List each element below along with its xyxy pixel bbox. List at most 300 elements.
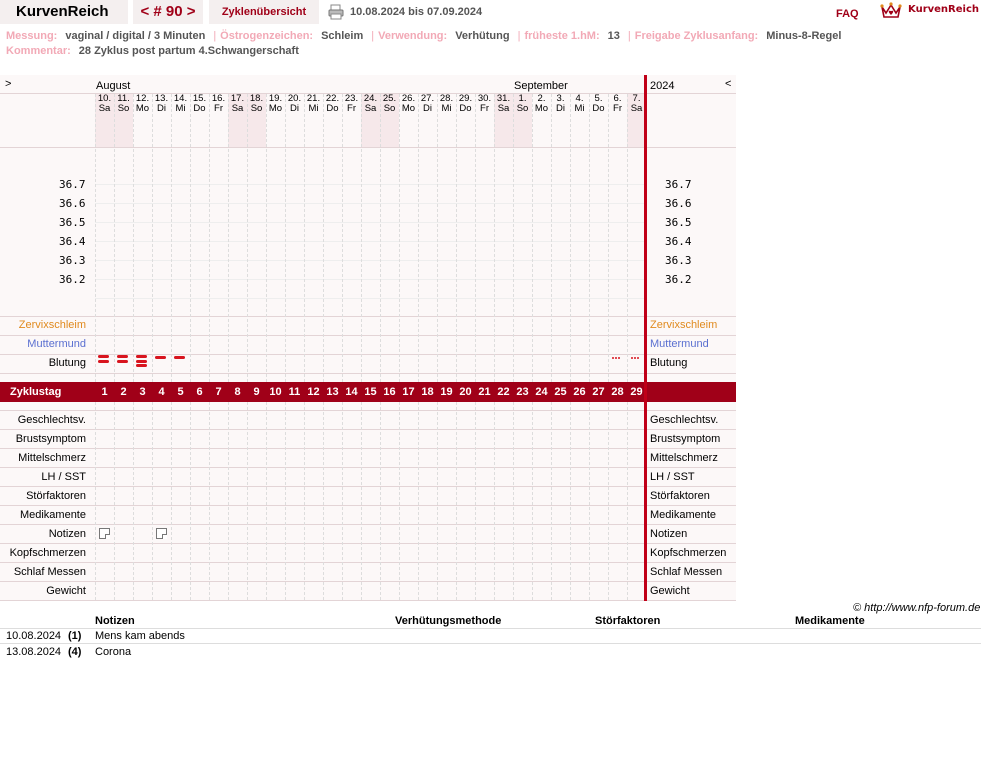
date-weekday: Fr: [613, 103, 622, 114]
date-day: 2.: [537, 93, 546, 104]
row-divider: [0, 524, 736, 525]
temp-label-left: 36.5: [59, 216, 86, 229]
temp-label-left: 36.4: [59, 235, 86, 248]
day-gridline: [247, 94, 248, 382]
day-gridline: [342, 402, 343, 600]
date-weekday: Mo: [135, 103, 150, 114]
row-label: LH / SST: [41, 471, 86, 483]
bleeding-mark: [136, 364, 147, 367]
date-day: 16.: [211, 93, 226, 104]
date-column[interactable]: [570, 94, 589, 114]
row-divider: [0, 600, 736, 601]
day-gridline: [228, 94, 229, 382]
row-divider: [0, 505, 736, 506]
temp-label-right: 36.4: [665, 235, 692, 248]
date-weekday: Fr: [480, 103, 489, 114]
date-column[interactable]: [437, 94, 456, 114]
table-row-note: Corona: [95, 646, 132, 658]
date-day: 3.: [556, 93, 565, 104]
zyklustag-number: 15: [364, 386, 377, 398]
spotting-mark: [612, 357, 614, 359]
col-header-medikamente: Medikamente: [795, 615, 865, 627]
messung-key: Messung:: [6, 30, 58, 42]
temp-label-left: 36.2: [59, 273, 86, 286]
day-gridline: [608, 94, 609, 382]
row-label-right: Mittelschmerz: [650, 452, 718, 464]
date-weekday: Do: [326, 103, 339, 114]
day-gridline: [456, 94, 457, 382]
faq-link[interactable]: FAQ: [836, 8, 859, 20]
day-gridline: [475, 402, 476, 600]
row-label-right: Medikamente: [650, 509, 717, 521]
day-gridline: [608, 402, 609, 600]
today-marker: [644, 75, 647, 601]
kommentar-value: 28 Zyklus post partum 4.Schwangerschaft: [78, 45, 299, 57]
messung-value: vaginal / digital / 3 Minuten: [65, 30, 206, 42]
day-gridline: [532, 402, 533, 600]
day-gridline: [361, 94, 362, 382]
row-label: Mittelschmerz: [18, 452, 86, 464]
row-divider: [0, 429, 736, 430]
date-column[interactable]: [589, 94, 608, 114]
date-day: 26.: [401, 93, 416, 104]
temp-label-right: 36.3: [665, 254, 692, 267]
day-gridline: [570, 402, 571, 600]
table-row-date: 13.08.2024: [6, 646, 62, 658]
temp-label-right: 36.7: [665, 178, 692, 191]
day-gridline: [304, 94, 305, 382]
day-gridline: [380, 94, 381, 382]
zyklustag-number: 19: [440, 386, 453, 398]
row-label: Blutung: [48, 357, 86, 369]
date-weekday: Do: [193, 103, 206, 114]
day-gridline: [494, 402, 495, 600]
bleeding-mark: [98, 360, 109, 363]
month-label-sep: September: [514, 80, 568, 92]
printer-icon[interactable]: [328, 4, 344, 20]
oestro-value: Schleim: [321, 30, 364, 42]
day-gridline: [475, 94, 476, 382]
date-weekday: Sa: [231, 103, 244, 114]
zyklustag-label: Zyklustag: [10, 386, 62, 398]
date-column[interactable]: [228, 94, 247, 114]
temp-gridline: [95, 298, 644, 299]
zyklustag-number: 27: [592, 386, 605, 398]
table-row-day: (4): [68, 646, 82, 658]
temp-label-left: 36.6: [59, 197, 86, 210]
day-gridline: [133, 94, 134, 382]
day-gridline: [114, 94, 115, 382]
date-weekday: Di: [157, 103, 166, 114]
temp-label-right: 36.5: [665, 216, 692, 229]
day-gridline: [152, 402, 153, 600]
date-weekday: Sa: [364, 103, 377, 114]
day-gridline: [266, 402, 267, 600]
bleeding-mark: [117, 360, 128, 363]
spotting-mark: [637, 357, 639, 359]
date-column[interactable]: [513, 94, 532, 114]
date-column[interactable]: [475, 94, 494, 114]
day-gridline: [266, 94, 267, 382]
temp-gridline: [95, 260, 644, 261]
date-weekday: Sa: [98, 103, 111, 114]
day-gridline: [190, 402, 191, 600]
row-divider: [0, 147, 736, 148]
zyklustag-number: 8: [234, 386, 241, 398]
date-day: 28.: [439, 93, 454, 104]
date-day: 14.: [173, 93, 188, 104]
day-gridline: [209, 94, 210, 382]
date-day: 4.: [575, 93, 584, 104]
nav-prev-button[interactable]: >: [5, 78, 12, 90]
day-gridline: [285, 94, 286, 382]
date-day: 13.: [154, 93, 169, 104]
date-day: 6.: [613, 93, 622, 104]
date-day: 30.: [477, 93, 492, 104]
verwendung-value: Verhütung: [455, 30, 510, 42]
freigabe-key: Freigabe Zyklusanfang:: [634, 30, 759, 42]
fruehe-value: 13: [607, 30, 620, 42]
date-weekday: Do: [592, 103, 605, 114]
crown-heart-icon[interactable]: [880, 1, 902, 19]
day-gridline: [399, 94, 400, 382]
date-day: 22.: [325, 93, 340, 104]
day-gridline: [171, 94, 172, 382]
row-divider: [0, 316, 736, 317]
row-label: Kopfschmerzen: [9, 547, 86, 559]
day-gridline: [152, 94, 153, 382]
day-gridline: [399, 402, 400, 600]
cycle-chart: [0, 75, 736, 601]
spotting-mark: [631, 357, 633, 359]
row-label: Medikamente: [19, 509, 86, 521]
cycle-navigator[interactable]: < # 90 >: [133, 0, 203, 24]
row-label: Geschlechtsv.: [17, 414, 86, 426]
zyklustag-number: 16: [383, 386, 396, 398]
row-label-right: Brustsymptom: [650, 433, 721, 445]
date-day: 5.: [594, 93, 603, 104]
date-weekday: So: [117, 103, 130, 114]
day-gridline: [551, 402, 552, 600]
day-gridline: [114, 402, 115, 600]
row-label-right: Störfaktoren: [650, 490, 710, 502]
row-label-right: LH / SST: [650, 471, 695, 483]
row-label-right: Muttermund: [650, 338, 709, 350]
zyklustag-number: 11: [288, 386, 301, 398]
date-column[interactable]: [494, 94, 513, 114]
day-gridline: [323, 94, 324, 382]
row-label-right: Kopfschmerzen: [650, 547, 727, 559]
row-divider: [0, 543, 736, 544]
bleeding-mark: [98, 355, 109, 358]
col-header-notizen: Notizen: [95, 615, 135, 627]
zyklustag-number: 1: [101, 386, 108, 398]
zyklustag-number: 4: [158, 386, 165, 398]
top-bar: [0, 0, 981, 24]
row-divider: [0, 486, 736, 487]
date-column[interactable]: [342, 94, 361, 114]
sep: |: [371, 30, 375, 42]
date-weekday: Mi: [574, 103, 585, 114]
row-label: Brustsymptom: [15, 433, 86, 445]
temp-label-right: 36.6: [665, 197, 692, 210]
col-header-stoerfaktoren: Störfaktoren: [595, 615, 661, 627]
zyklustag-number: 13: [326, 386, 339, 398]
date-day: 11.: [117, 93, 130, 104]
day-gridline: [418, 402, 419, 600]
zyklustag-number: 9: [253, 386, 260, 398]
date-weekday: Do: [459, 103, 472, 114]
row-divider: [0, 562, 736, 563]
date-column[interactable]: [285, 94, 304, 114]
zyklustag-number: 25: [554, 386, 567, 398]
brand-name[interactable]: KurvenReich: [908, 4, 980, 15]
date-day: 10.: [97, 93, 112, 104]
zyklustag-number: 28: [611, 386, 624, 398]
date-weekday: Di: [423, 103, 432, 114]
zyklustag-number: 6: [196, 386, 203, 398]
cycle-meta-line: [6, 30, 845, 42]
row-divider: [0, 448, 736, 449]
zyklustag-number: 23: [516, 386, 529, 398]
row-label-right: Gewicht: [650, 585, 690, 597]
temp-label-left: 36.7: [59, 178, 86, 191]
day-gridline: [551, 94, 552, 382]
zyklustag-number: 7: [215, 386, 222, 398]
date-column[interactable]: [190, 94, 209, 114]
day-gridline: [361, 402, 362, 600]
date-day: 1.: [518, 93, 527, 104]
date-weekday: Fr: [214, 103, 223, 114]
row-divider: [0, 581, 736, 582]
date-day: 27.: [420, 93, 435, 104]
row-label: Störfaktoren: [26, 490, 86, 502]
date-column[interactable]: [380, 94, 399, 114]
day-gridline: [570, 94, 571, 382]
date-column[interactable]: [266, 94, 285, 114]
date-column[interactable]: [304, 94, 323, 114]
zyklustag-number: 10: [269, 386, 282, 398]
day-gridline: [627, 402, 628, 600]
date-weekday: Di: [556, 103, 565, 114]
temp-gridline: [95, 279, 644, 280]
date-column[interactable]: [456, 94, 475, 114]
temp-label-left: 36.3: [59, 254, 86, 267]
date-weekday: Fr: [347, 103, 356, 114]
bleeding-mark: [136, 355, 147, 358]
date-column[interactable]: [532, 94, 551, 114]
bleeding-mark: [155, 356, 166, 359]
day-gridline: [304, 402, 305, 600]
day-gridline: [133, 402, 134, 600]
row-label: Muttermund: [27, 338, 86, 350]
date-day: 19.: [268, 93, 283, 104]
table-row-date: 10.08.2024: [6, 630, 62, 642]
date-weekday: So: [383, 103, 396, 114]
day-gridline: [513, 402, 514, 600]
sep: |: [517, 30, 521, 42]
app-logo[interactable]: KurvenReich: [0, 0, 128, 24]
date-weekday: Sa: [630, 103, 643, 114]
oestro-key: Östrogenzeichen:: [220, 30, 314, 42]
day-gridline: [456, 402, 457, 600]
row-label: Zervixschleim: [18, 319, 86, 331]
day-gridline: [323, 402, 324, 600]
zyklustag-number: 20: [459, 386, 472, 398]
date-column[interactable]: [551, 94, 570, 114]
note-icon[interactable]: [156, 528, 167, 539]
day-gridline: [95, 402, 96, 600]
day-gridline: [247, 402, 248, 600]
date-day: 17.: [230, 93, 245, 104]
table-row-note: Mens kam abends: [95, 630, 185, 642]
sep: |: [627, 30, 631, 42]
note-icon[interactable]: [99, 528, 110, 539]
spotting-mark: [634, 357, 636, 359]
date-weekday: Mi: [175, 103, 186, 114]
day-gridline: [589, 402, 590, 600]
row-label: Schlaf Messen: [13, 566, 86, 578]
date-range: 10.08.2024 bis 07.09.2024: [350, 6, 483, 18]
zyklustag-number: 5: [177, 386, 184, 398]
day-gridline: [418, 94, 419, 382]
date-column[interactable]: [152, 94, 171, 114]
day-gridline: [228, 402, 229, 600]
day-gridline: [513, 94, 514, 382]
zyklustag-number: 17: [402, 386, 415, 398]
bleeding-mark: [136, 360, 147, 363]
row-divider: [0, 335, 736, 336]
date-weekday: Mo: [534, 103, 549, 114]
temp-gridline: [95, 241, 644, 242]
day-gridline: [171, 402, 172, 600]
day-gridline: [190, 94, 191, 382]
date-weekday: Mi: [308, 103, 319, 114]
date-weekday: So: [516, 103, 529, 114]
row-divider: [0, 410, 736, 411]
table-row-day: (1): [68, 630, 82, 642]
spotting-mark: [618, 357, 620, 359]
zyklustag-number: 14: [345, 386, 358, 398]
row-label: Gewicht: [46, 585, 86, 597]
date-weekday: Mo: [268, 103, 283, 114]
zyklustag-number: 2: [120, 386, 127, 398]
date-day: 21.: [306, 93, 321, 104]
year-label: 2024: [650, 80, 675, 92]
zyklenuebersicht-link[interactable]: Zyklenübersicht: [209, 0, 319, 24]
date-column[interactable]: [399, 94, 418, 114]
verwendung-key: Verwendung:: [378, 30, 448, 42]
day-gridline: [494, 94, 495, 382]
day-gridline: [532, 94, 533, 382]
date-weekday: Sa: [497, 103, 510, 114]
date-column[interactable]: [114, 94, 133, 114]
date-column[interactable]: [361, 94, 380, 114]
sep: |: [213, 30, 217, 42]
day-gridline: [285, 402, 286, 600]
chart-background: [0, 75, 736, 601]
date-column[interactable]: [608, 94, 627, 114]
row-label-right: Blutung: [650, 357, 688, 369]
date-day: 18.: [249, 93, 264, 104]
zyklustag-number: 12: [307, 386, 320, 398]
date-weekday: Mi: [441, 103, 452, 114]
date-column[interactable]: [418, 94, 437, 114]
date-day: 7.: [632, 93, 641, 104]
row-label: Notizen: [48, 528, 86, 540]
kommentar-key: Kommentar:: [6, 45, 71, 57]
date-column[interactable]: [323, 94, 342, 114]
date-column[interactable]: [133, 94, 152, 114]
date-day: 31.: [496, 93, 511, 104]
temp-gridline: [95, 184, 644, 185]
nav-next-button[interactable]: <: [725, 78, 732, 90]
row-label-right: Zervixschleim: [650, 319, 718, 331]
date-day: 20.: [287, 93, 302, 104]
day-gridline: [209, 402, 210, 600]
row-divider: [0, 373, 736, 374]
bleeding-mark: [117, 355, 128, 358]
day-gridline: [627, 94, 628, 382]
zyklustag-number: 18: [421, 386, 434, 398]
date-day: 29.: [458, 93, 473, 104]
cycle-comment-line: [6, 45, 303, 57]
date-column[interactable]: [171, 94, 190, 114]
copyright: © http://www.nfp-forum.de: [853, 602, 981, 614]
day-gridline: [380, 402, 381, 600]
divider: [0, 628, 981, 629]
zyklustag-number: 24: [535, 386, 548, 398]
row-divider: [0, 467, 736, 468]
date-column[interactable]: [95, 94, 114, 114]
day-gridline: [95, 94, 96, 382]
date-weekday: Di: [290, 103, 299, 114]
day-gridline: [437, 94, 438, 382]
col-header-verhuetung: Verhütungsmethode: [395, 615, 502, 627]
row-label-right: Schlaf Messen: [650, 566, 723, 578]
date-day: 12.: [135, 93, 150, 104]
zyklustag-number: 29: [630, 386, 643, 398]
row-label-right: Notizen: [650, 528, 688, 540]
temp-gridline: [95, 203, 644, 204]
day-gridline: [589, 94, 590, 382]
row-divider: [0, 354, 736, 355]
date-day: 15.: [192, 93, 207, 104]
zyklustag-number: 26: [573, 386, 586, 398]
zyklustag-bar: [0, 382, 736, 402]
fruehe-key: früheste 1.hM:: [524, 30, 600, 42]
bleeding-mark: [174, 356, 185, 359]
date-weekday: So: [250, 103, 263, 114]
temp-label-right: 36.2: [665, 273, 692, 286]
divider: [0, 643, 981, 644]
day-gridline: [342, 94, 343, 382]
date-day: 25.: [382, 93, 397, 104]
zyklustag-number: 21: [478, 386, 491, 398]
spotting-mark: [615, 357, 617, 359]
date-weekday: Mo: [401, 103, 416, 114]
temp-gridline: [95, 222, 644, 223]
date-day: 24.: [363, 93, 378, 104]
month-label-aug: August: [96, 80, 131, 92]
freigabe-value: Minus-8-Regel: [766, 30, 842, 42]
date-column[interactable]: [247, 94, 266, 114]
date-column[interactable]: [209, 94, 228, 114]
date-day: 23.: [344, 93, 359, 104]
row-label-right: Geschlechtsv.: [650, 414, 719, 426]
zyklustag-number: 3: [139, 386, 146, 398]
day-gridline: [437, 402, 438, 600]
